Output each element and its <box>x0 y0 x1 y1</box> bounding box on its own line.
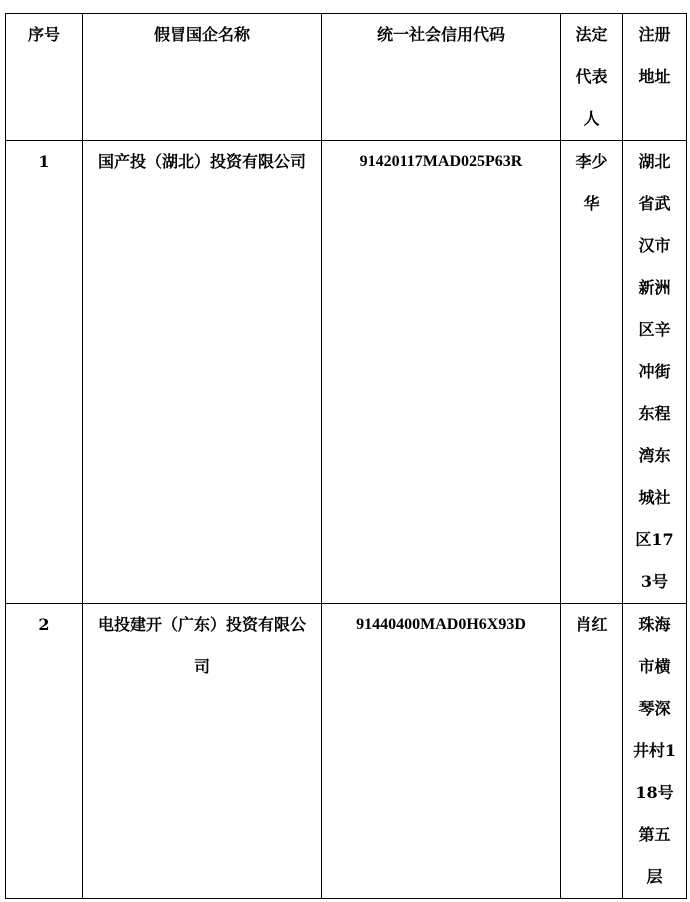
cell-index: 2 <box>6 604 83 899</box>
table-row <box>6 604 687 899</box>
fake-soe-table <box>5 13 687 899</box>
cell-address: 湖北省武汉市新洲区辛冲街东程湾东城社区173号 <box>623 141 687 604</box>
table-row <box>6 141 687 604</box>
cell-credit-code: 91440400MAD0H6X93D <box>322 604 561 899</box>
header-legal-representative: 法定代表人 <box>561 14 623 141</box>
header-name: 假冒国企名称 <box>83 14 322 141</box>
cell-index: 1 <box>6 141 83 604</box>
header-credit-code: 统一社会信用代码 <box>322 14 561 141</box>
cell-company-name: 电投建开（广东）投资有限公司 <box>83 604 322 899</box>
header-index: 序号 <box>6 14 83 141</box>
cell-representative: 李少华 <box>561 141 623 604</box>
header-registered-address: 注册地址 <box>623 14 687 141</box>
cell-address: 珠海市横琴深井村118号第五层 <box>623 604 687 899</box>
cell-credit-code: 91420117MAD025P63R <box>322 141 561 604</box>
cell-representative: 肖红 <box>561 604 623 899</box>
cell-company-name: 国产投（湖北）投资有限公司 <box>83 141 322 604</box>
table-header-row <box>6 14 687 141</box>
